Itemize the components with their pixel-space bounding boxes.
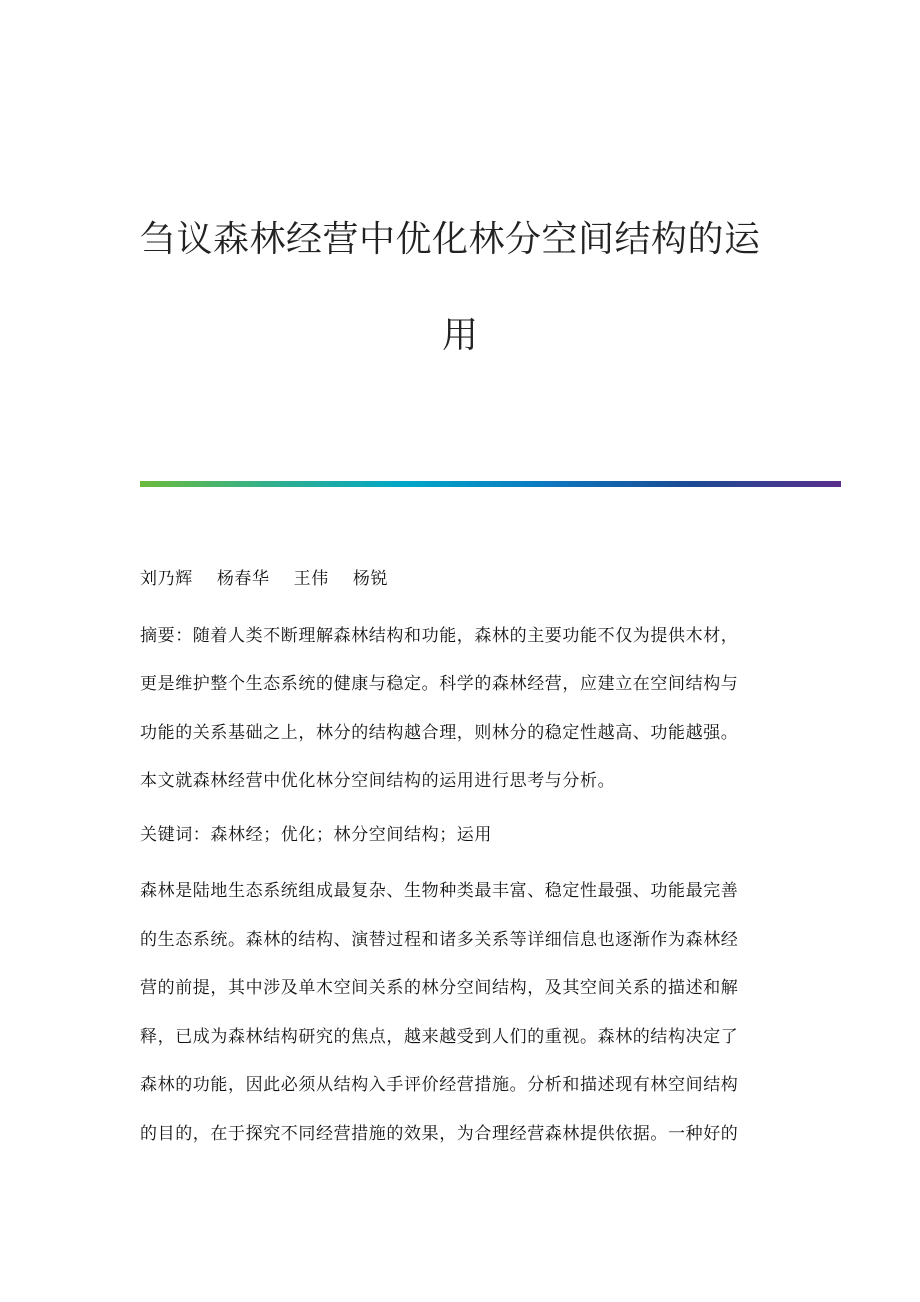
title-line-1: 刍议森林经营中优化林分空间结构的运 xyxy=(140,219,761,260)
abstract-line: 本文就森林经营中优化林分空间结构的运用进行思考与分析。 xyxy=(140,771,616,791)
body-line: 森林的功能，因此必须从结构入手评价经营措施。分析和描述现有林空间结构 xyxy=(140,1075,739,1095)
author-name: 杨锐 xyxy=(352,569,389,589)
title-line-2: 用 xyxy=(441,315,478,356)
author-name: 王伟 xyxy=(293,569,329,589)
author-list xyxy=(140,566,780,592)
abstract-line: 更是维护整个生态系统的健康与稳定。科学的森林经营，应建立在空间结构与 xyxy=(140,674,739,694)
abstract-line: 摘要：随着人类不断理解森林结构和功能，森林的主要功能不仅为提供木材， xyxy=(140,626,739,646)
body-line: 森林是陆地生态系统组成最复杂、生物种类最丰富、稳定性最强、功能最完善 xyxy=(140,881,739,901)
author-name: 刘乃辉 xyxy=(140,569,193,589)
abstract-line: 功能的关系基础之上，林分的结构越合理，则林分的稳定性越高、功能越强。 xyxy=(140,723,739,743)
keywords-line: 关键词：森林经；优化；林分空间结构；运用 xyxy=(140,825,492,845)
body-line: 营的前提，其中涉及单木空间关系的林分空间结构，及其空间关系的描述和解 xyxy=(140,978,739,998)
body-line: 释，已成为森林结构研究的焦点，越来越受到人们的重视。森林的结构决定了 xyxy=(140,1027,739,1047)
gradient-divider xyxy=(140,481,841,487)
body-line: 的生态系统。森林的结构、演替过程和诸多关系等详细信息也逐渐作为森林经 xyxy=(140,930,739,950)
body-line: 的目的，在于探究不同经营措施的效果，为合理经营森林提供依据。一种好的 xyxy=(140,1124,739,1144)
author-name: 杨春华 xyxy=(216,569,270,589)
